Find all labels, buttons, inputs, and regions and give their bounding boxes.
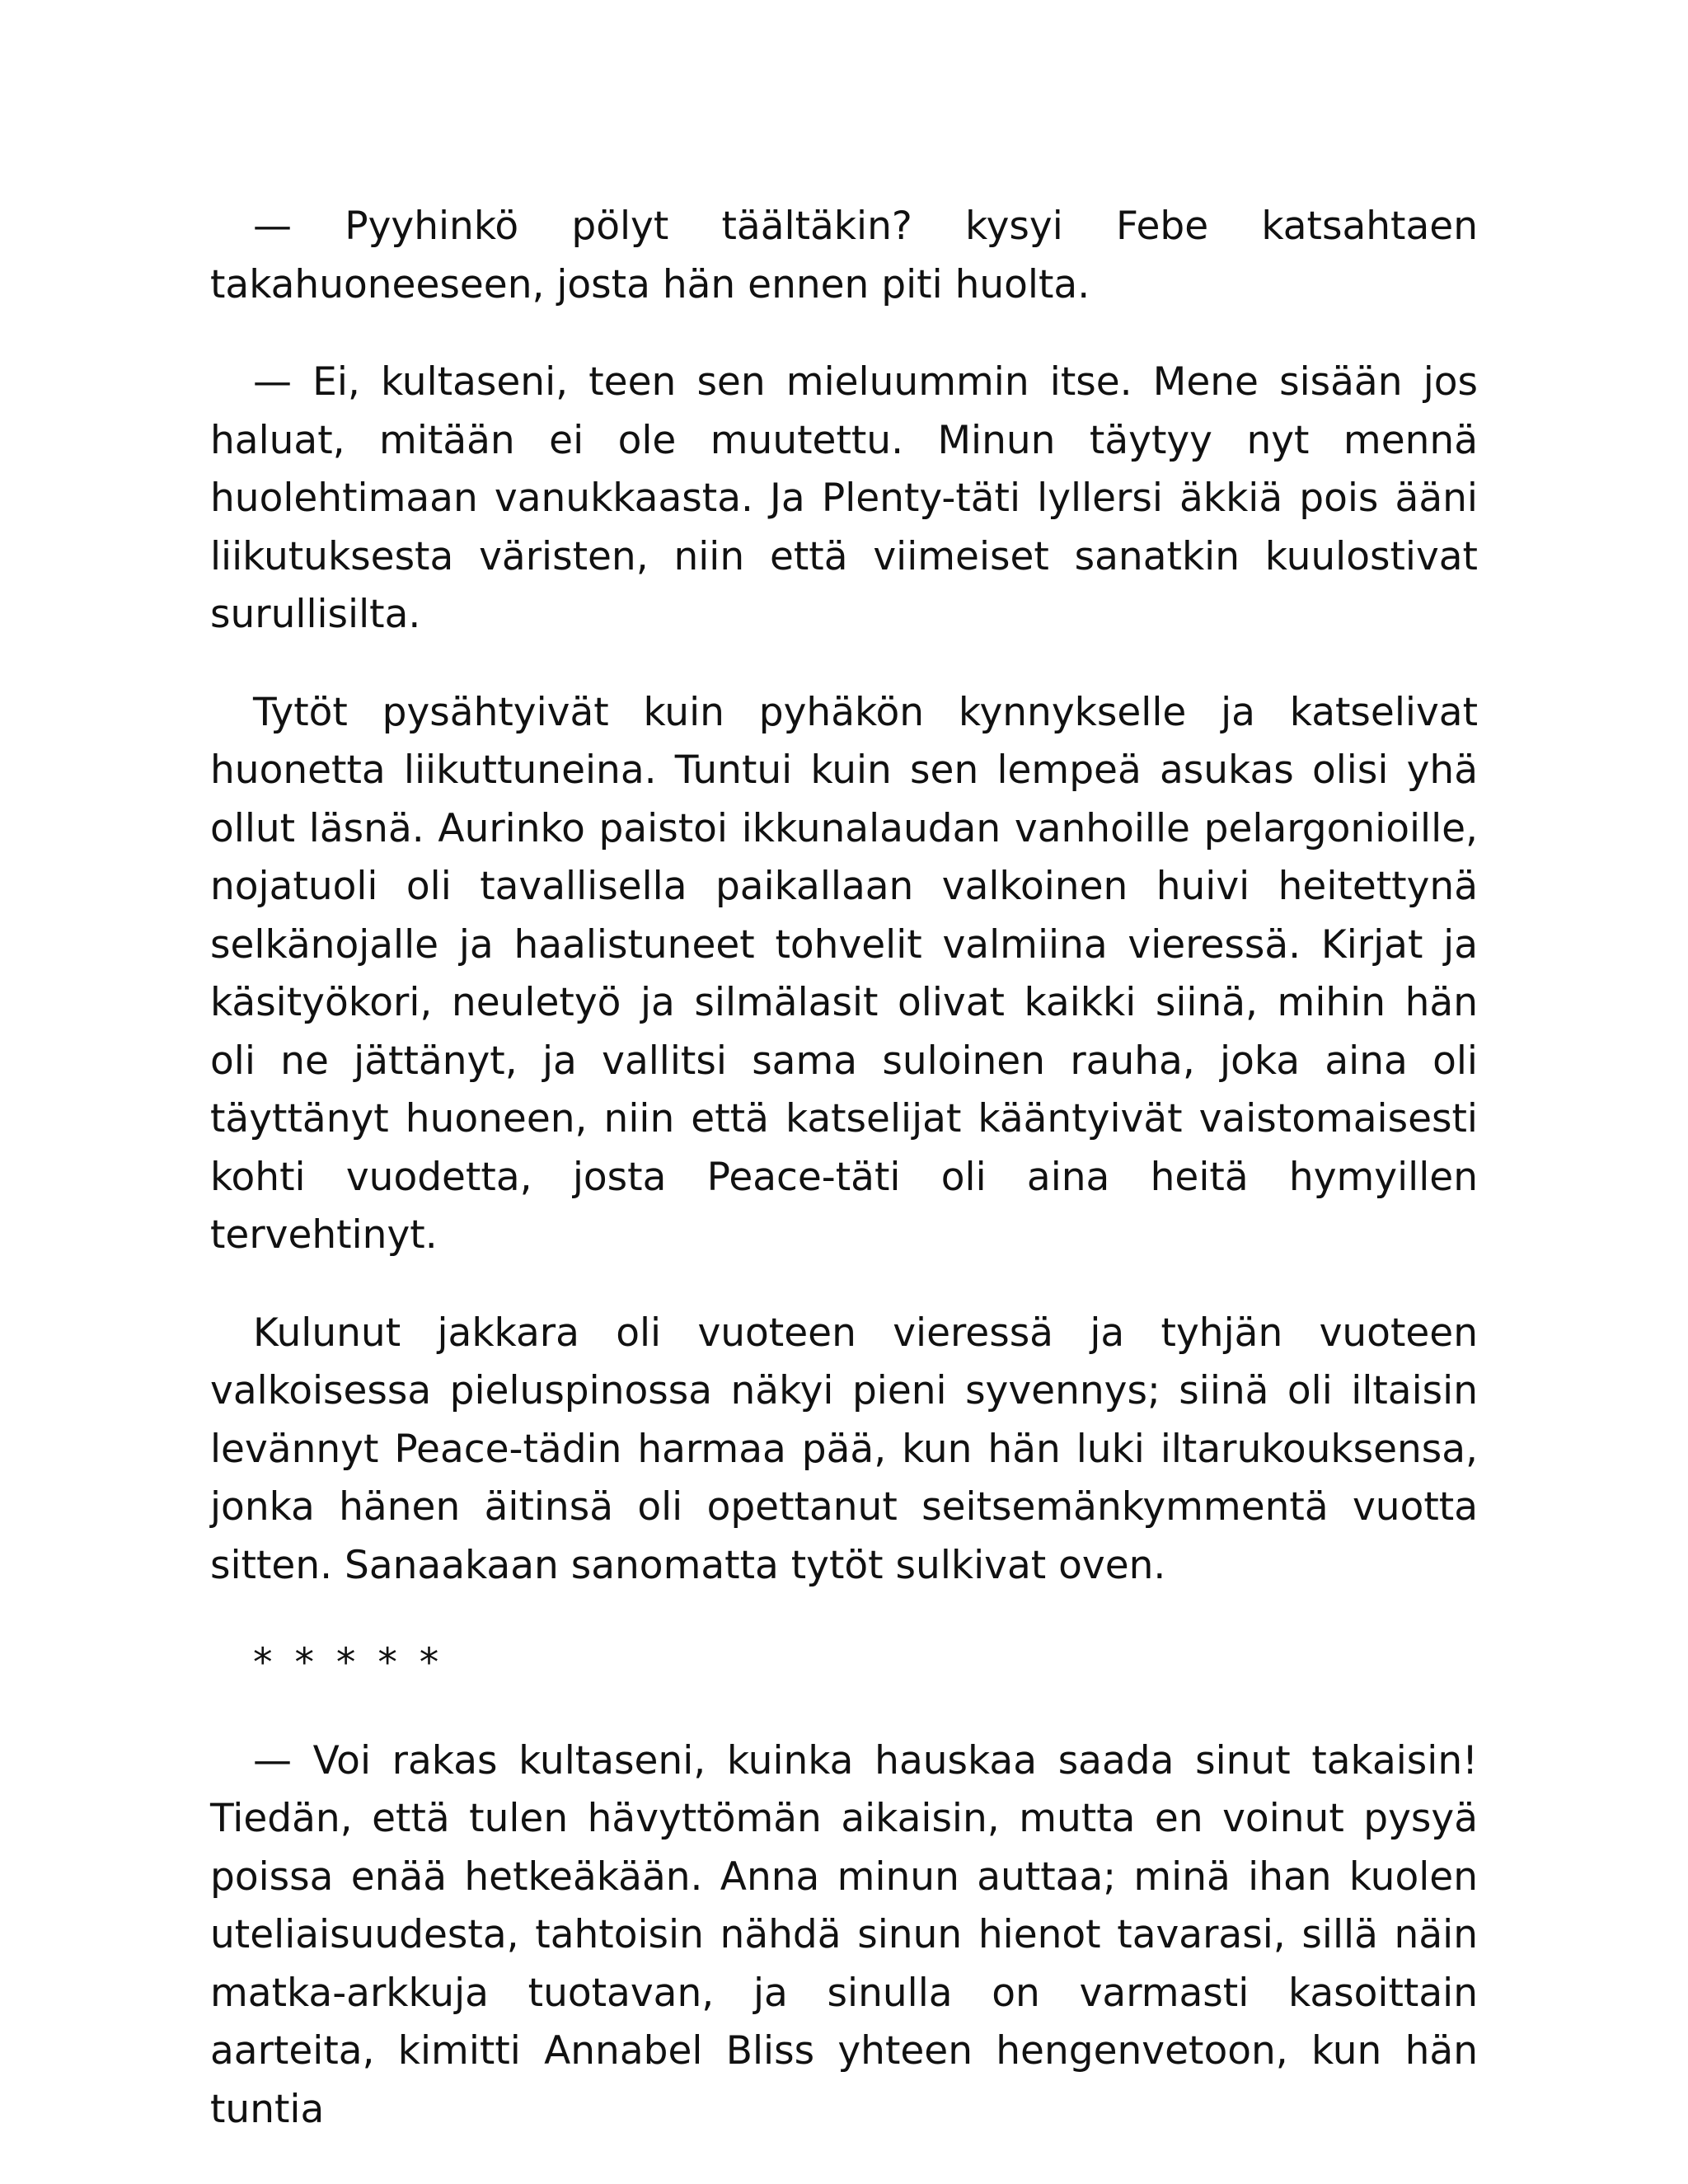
paragraph-4: Kulunut jakkara oli vuoteen vieressä ja tyhjän vuoteen valkoisessa pieluspinossa näkyi pieni syvennys; siinä oli iltaisin levännyt Peace-tädin harmaa pää, kun hän luki iltarukouksensa, jonka hänen äitinsä oli opettanut seitsemänkymmentä vuotta sitten. Sanaakaan sanomatta tytöt sulkivat oven. <box>210 1310 1478 1588</box>
paragraph-2: — Ei, kultaseni, teen sen mieluummin itse. Mene sisään jos haluat, mitään ei ole muutettu. Minun täytyy nyt mennä huolehtimaan vanukkaasta. Ja Plenty-täti lyllersi äkkiä pois ääni liikutuksesta väristen, niin että viimeiset sanatkin kuulostivat surullisilta. <box>210 359 1478 637</box>
paragraph-5: — Voi rakas kultaseni, kuinka hauskaa saada sinut takaisin! Tiedän, että tulen hävyttömän aikaisin, mutta en voinut pysyä poissa enää hetkeäkään. Anna minun auttaa; minä ihan kuolen uteliaisuudesta, tahtoisin nähdä sinun hienot tavarasi, sillä näin matka-arkkuja tuotavan, ja sinulla on varmasti kasoittain aarteita, kimitti Annabel Bliss yhteen hengenvetoon, kun hän tuntia <box>210 1737 1478 2132</box>
document-page <box>210 198 1478 2178</box>
section-separator: * * * * * <box>253 1640 444 1685</box>
paragraph-1: — Pyyhinkö pölyt täältäkin? kysyi Febe katsahtaen takahuoneeseen, josta hän ennen piti huolta. <box>210 204 1478 307</box>
paragraph-3: Tytöt pysähtyivät kuin pyhäkön kynnykselle ja katselivat huonetta liikuttuneina. Tuntui kuin sen lempeä asukas olisi yhä ollut läsnä. Aurinko paistoi ikkunalaudan vanhoille pelargonioille, nojatuoli oli tavallisella paikallaan valkoinen huivi heitettynä selkänojalle ja haalistuneet tohvelit valmiina vieressä. Kirjat ja käsityökori, neuletyö ja silmälasit olivat kaikki siinä, mihin hän oli ne jättänyt, ja vallitsi sama suloinen rauha, joka aina oli täyttänyt huoneen, niin että katselijat kääntyivät vaistomaisesti kohti vuodetta, josta Peace-täti oli aina heitä hymyillen tervehtinyt. <box>210 689 1478 1258</box>
